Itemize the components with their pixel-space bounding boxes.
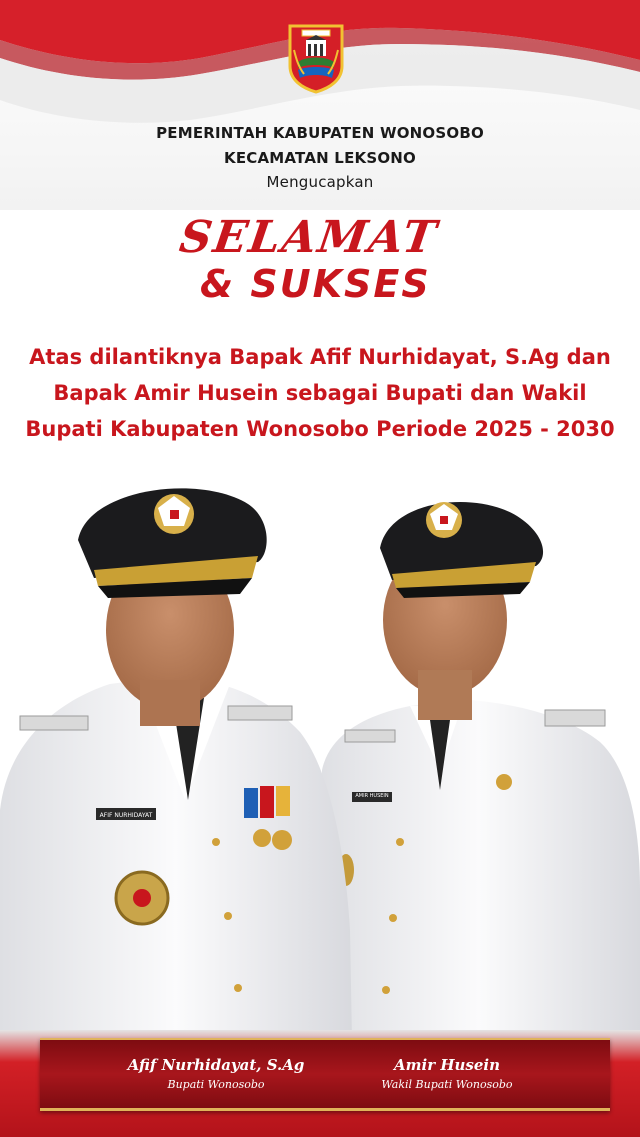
message-line-2: Bapak Amir Husein sebagai Bupati dan Wakil [53,381,587,405]
official-right-name-badge: AMIR HUSEIN [355,793,389,799]
official-left-name: Afif Nurhidayat, S.Ag [127,1056,305,1074]
official-right-role: Wakil Bupati Wonosobo [381,1078,513,1091]
header-line-government: PEMERINTAH KABUPATEN WONOSOBO [156,124,484,142]
official-left [0,488,352,1040]
official-right [318,502,640,1040]
greeting-sukses: & SUKSES [200,262,431,306]
message-line-1: Atas dilantiknya Bapak Afif Nurhidayat, S.Ag dan [29,345,611,369]
header-line-district: KECAMATAN LEKSONO [224,149,416,167]
officials-portrait [0,470,640,1040]
officials-nameplate [40,1038,610,1111]
greeting-selamat: SELAMAT [176,212,442,263]
official-left-role: Bupati Wonosobo [167,1078,265,1091]
wonosobo-regency-crest-icon [286,22,346,94]
message-line-3: Bupati Kabupaten Wonosobo Periode 2025 - 2030 [25,417,615,441]
header-line-greeting: Mengucapkan [266,173,374,191]
official-right-name: Amir Husein [393,1056,500,1074]
official-left-name-badge: AFIF NURHIDAYAT [99,812,153,819]
